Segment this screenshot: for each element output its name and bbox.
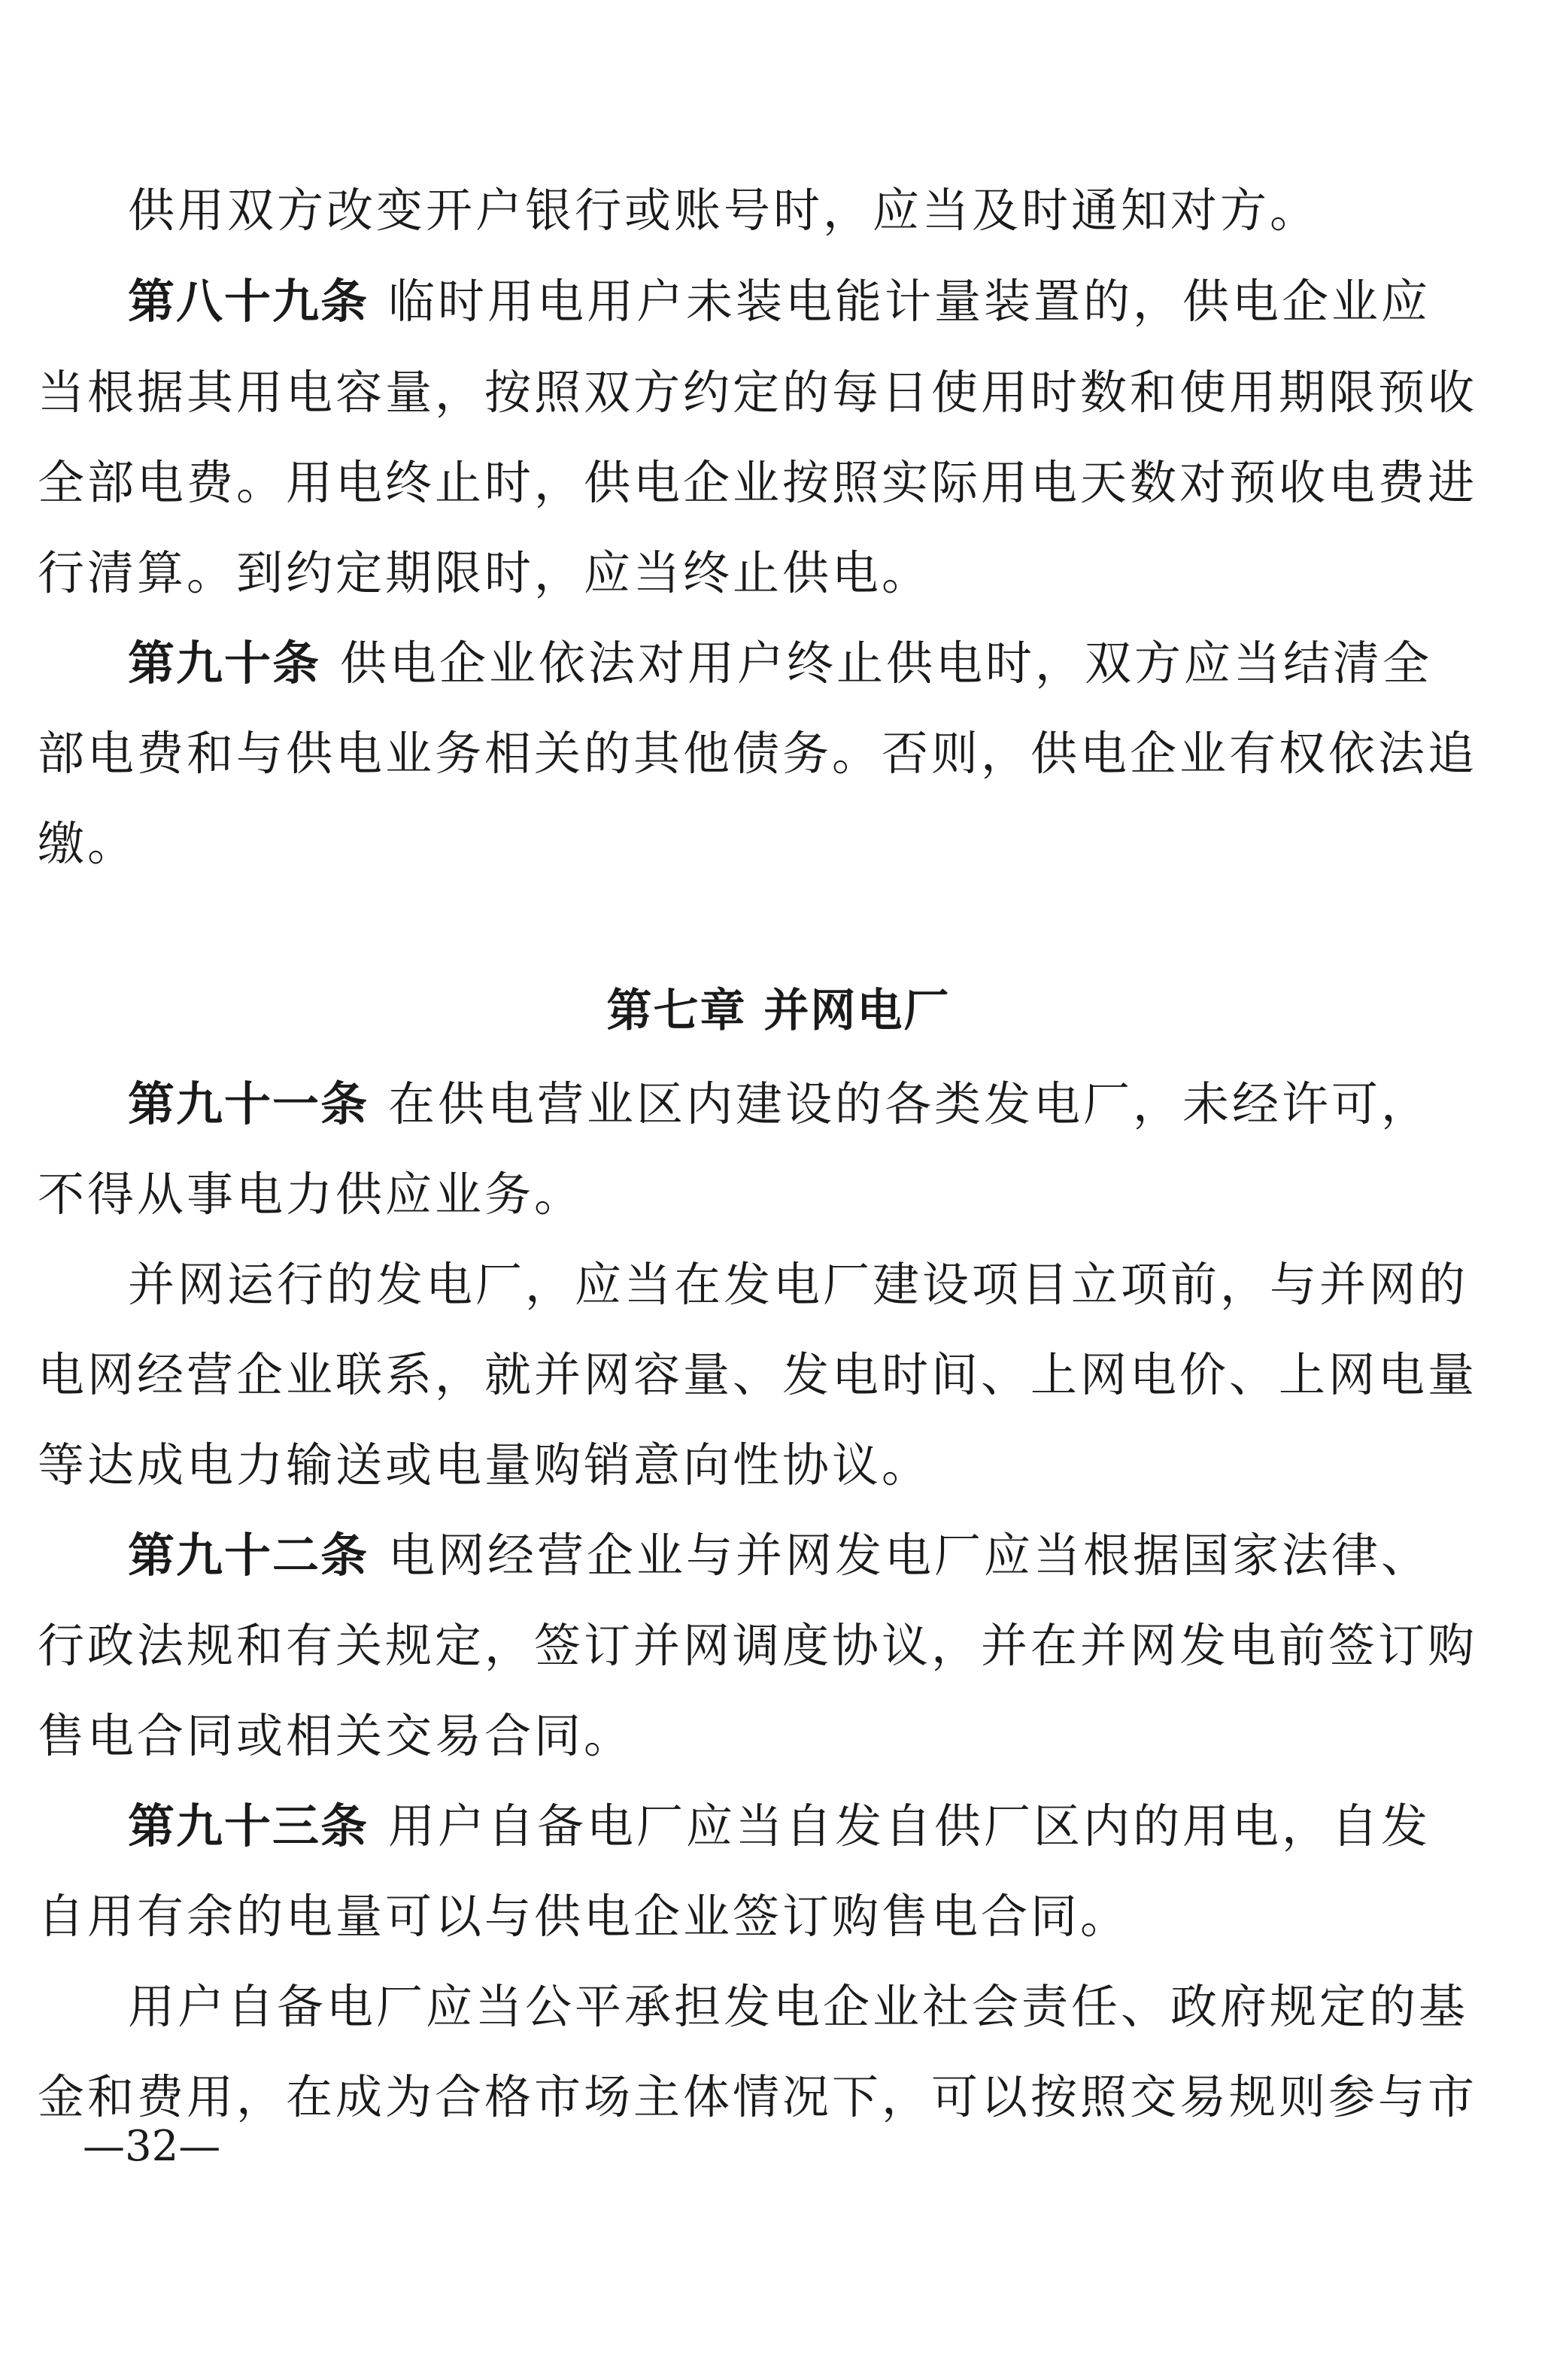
text-line: 部电费和与供电业务相关的其他债务。否则，供电企业有权依法追 (38, 726, 1478, 781)
text-line: 当根据其用电容量，按照双方约定的每日使用时数和使用期限预收 (38, 365, 1478, 420)
text-line: 用户自备电厂应当公平承担发电企业社会责任、政府规定的基 (128, 1979, 1469, 2034)
text-line: 金和费用，在成为合格市场主体情况下，可以按照交易规则参与市 (38, 2069, 1478, 2124)
article-89-heading-line: 第八十九条 临时用电用户未装电能计量装置的，供电企业应 (128, 274, 1431, 329)
article-90-heading-line: 第九十条 供电企业依法对用户终止供电时，双方应当结清全 (128, 636, 1433, 691)
text-line: 全部电费。用电终止时，供电企业按照实际用电天数对预收电费进 (38, 455, 1478, 510)
article-93-heading-line: 第九十三条 用户自备电厂应当自发自供厂区内的用电，自发 (128, 1799, 1431, 1853)
text-line: 行政法规和有关规定，签订并网调度协议，并在并网发电前签订购 (38, 1618, 1478, 1673)
article-92-heading-line: 第九十二条 电网经营企业与并网发电厂应当根据国家法律、 (128, 1528, 1431, 1583)
article-number: 第九十一条 (128, 1076, 369, 1131)
text-line: 售电合同或相关交易合同。 (38, 1708, 634, 1763)
text-line: 缴。 (38, 816, 138, 871)
page-number: —32— (83, 2122, 221, 2171)
text-line: 自用有余的电量可以与供电企业签订购售电合同。 (38, 1889, 1131, 1944)
text-line: 电网经营企业联系，就并网容量、发电时间、上网电价、上网电量 (38, 1347, 1478, 1402)
article-number: 第九十条 (128, 636, 321, 691)
article-number: 第八十九条 (128, 274, 369, 329)
text-line: 不得从事电力供应业务。 (38, 1167, 584, 1222)
text-line: 等达成电力输送或电量购销意向性协议。 (38, 1437, 932, 1492)
text-line: 行清算。到约定期限时，应当终止供电。 (38, 545, 932, 600)
chapter-title: 第七章 并网电厂 (606, 985, 951, 1037)
article-91-heading-line: 第九十一条 在供电营业区内建设的各类发电厂，未经许可， (128, 1076, 1431, 1131)
text-line: 并网运行的发电厂，应当在发电厂建设项目立项前，与并网的 (128, 1257, 1469, 1312)
article-number: 第九十二条 (128, 1528, 369, 1583)
article-number: 第九十三条 (128, 1799, 369, 1853)
text-line: 供用双方改变开户银行或账号时，应当及时通知对方。 (128, 183, 1320, 238)
